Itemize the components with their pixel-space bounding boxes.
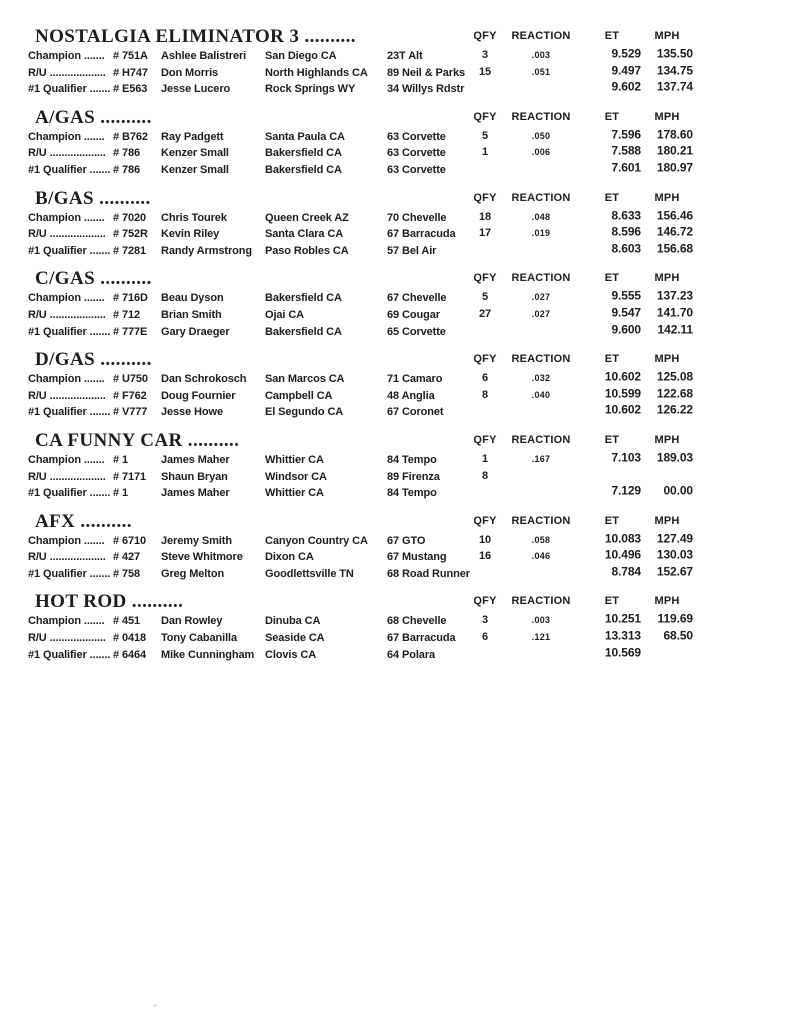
scan-speck <box>153 1004 157 1007</box>
driver-name: James Maher <box>161 487 230 500</box>
mph-value: 141.70 <box>656 305 693 320</box>
result-section <box>0 268 785 340</box>
entry-number: # 0418 <box>113 632 147 645</box>
qfy-value: 16 <box>478 550 492 563</box>
result-row <box>0 485 785 502</box>
col-header-qfy: QFY <box>473 30 497 42</box>
entry-number: # B762 <box>113 130 148 143</box>
row-label: #1 Qualifier ....... <box>28 163 111 176</box>
et-value: 9.547 <box>611 305 641 320</box>
row-label: Champion ....... <box>28 373 105 386</box>
section-rows <box>0 533 785 583</box>
entry-number: # 777E <box>113 325 148 338</box>
col-header-et: ET <box>604 30 620 42</box>
reaction-value: .027 <box>531 292 551 303</box>
row-label: #1 Qualifier ....... <box>28 487 111 500</box>
row-label: R/U ................... <box>28 228 106 241</box>
entry-number: # 712 <box>113 308 141 321</box>
et-value: 8.784 <box>611 564 641 579</box>
car-model: 67 GTO <box>387 534 426 547</box>
et-value: 10.251 <box>604 611 641 626</box>
col-header-qfy: QFY <box>473 353 497 366</box>
et-value: 7.601 <box>611 160 641 175</box>
car-model: 68 Chevelle <box>387 615 447 628</box>
dotted-block <box>693 192 770 204</box>
mph-value: 180.97 <box>656 160 693 175</box>
col-header-reaction: REACTION <box>511 514 571 527</box>
driver-name: Greg Melton <box>161 567 225 580</box>
driver-name: Randy Armstrong <box>161 244 252 257</box>
col-header-reaction: REACTION <box>511 272 571 285</box>
section-rows <box>0 210 785 260</box>
section-title: CA FUNNY CAR .......... <box>35 429 240 451</box>
qfy-value: 6 <box>481 631 489 644</box>
qfy-value: 17 <box>478 227 492 240</box>
driver-name: Kenzer Small <box>161 147 229 160</box>
row-label: R/U ................... <box>28 308 106 321</box>
col-header-et: ET <box>604 514 620 527</box>
entry-number: # 451 <box>113 615 141 628</box>
car-model: 67 Coronet <box>387 406 444 419</box>
car-model: 64 Polara <box>387 648 436 661</box>
col-header-et: ET <box>604 110 620 123</box>
car-model: 67 Barracuda <box>387 632 456 645</box>
section-marker-icon <box>17 357 27 368</box>
car-model: 84 Tempo <box>387 487 437 500</box>
driver-city: Bakersfield CA <box>265 325 342 338</box>
et-value: 9.600 <box>611 322 641 337</box>
reaction-value: .003 <box>531 50 551 60</box>
qfy-value: 5 <box>481 291 489 304</box>
result-row <box>0 324 785 341</box>
result-section <box>0 511 785 583</box>
driver-city: Ojai CA <box>265 308 305 321</box>
entry-number: # 1 <box>113 453 128 466</box>
section-title: C/GAS .......... <box>35 268 152 290</box>
mph-value: 126.22 <box>656 402 693 417</box>
mph-value: 142.11 <box>657 322 693 337</box>
result-section <box>0 349 785 421</box>
row-label: R/U ................... <box>28 632 106 645</box>
section-rows <box>0 371 785 421</box>
et-value: 7.588 <box>611 143 641 158</box>
mph-value: 152.67 <box>656 564 693 579</box>
section-title: D/GAS .......... <box>35 349 152 371</box>
dotted-block <box>693 353 770 365</box>
driver-name: Brian Smith <box>161 308 222 321</box>
row-label: R/U ................... <box>28 470 106 483</box>
section-header <box>0 511 785 532</box>
row-label: Champion ....... <box>28 292 105 305</box>
dotted-block <box>693 30 770 42</box>
reaction-value: .167 <box>531 453 551 464</box>
row-label: R/U ................... <box>28 551 106 564</box>
driver-name: Jesse Howe <box>161 406 223 419</box>
driver-name: Tony Cabanilla <box>161 632 238 645</box>
qfy-value: 3 <box>481 49 489 61</box>
car-model: 63 Corvette <box>387 147 446 160</box>
mph-value: 180.21 <box>656 143 693 158</box>
col-header-et: ET <box>604 191 620 204</box>
car-model: 67 Barracuda <box>387 228 456 241</box>
result-row <box>0 647 785 664</box>
reaction-value: .032 <box>531 373 551 384</box>
entry-number: # 7020 <box>113 211 147 224</box>
row-label: #1 Qualifier ....... <box>28 325 111 338</box>
entry-number: # 758 <box>113 567 141 580</box>
col-header-mph: MPH <box>654 272 680 285</box>
result-row <box>0 630 785 647</box>
result-row <box>0 162 785 179</box>
driver-city: Seaside CA <box>265 632 325 645</box>
mph-value: 134.75 <box>656 63 693 78</box>
section-header <box>0 26 785 47</box>
qfy-value: 3 <box>481 614 489 627</box>
row-label: Champion ....... <box>28 130 105 143</box>
car-model: 48 Anglia <box>387 389 435 402</box>
mph-value: 130.03 <box>656 547 693 562</box>
section-rows <box>0 129 785 179</box>
driver-city: San Diego CA <box>265 50 337 62</box>
mph-value: 127.49 <box>656 531 693 546</box>
et-value: 10.496 <box>604 547 641 562</box>
et-value: 8.603 <box>611 241 641 256</box>
driver-name: Kenzer Small <box>161 163 229 176</box>
col-header-reaction: REACTION <box>511 353 571 366</box>
col-header-mph: MPH <box>654 110 680 123</box>
car-model: 67 Chevelle <box>387 292 447 305</box>
entry-number: # H747 <box>113 66 148 79</box>
driver-city: Santa Clara CA <box>265 228 344 241</box>
mph-value: 119.69 <box>657 611 693 626</box>
entry-number: # 786 <box>113 147 141 160</box>
reaction-value: .006 <box>531 147 551 158</box>
entry-number: # F762 <box>113 389 147 402</box>
row-label: Champion ....... <box>28 534 105 547</box>
row-label: #1 Qualifier ....... <box>28 244 111 257</box>
col-header-mph: MPH <box>654 595 680 608</box>
section-header <box>0 349 785 370</box>
reaction-value: .003 <box>531 615 551 626</box>
et-value: 9.555 <box>611 288 641 303</box>
qfy-value: 8 <box>481 388 489 401</box>
driver-city: Santa Paula CA <box>265 130 345 143</box>
et-value: 10.599 <box>604 386 641 401</box>
col-header-qfy: QFY <box>473 514 497 527</box>
entry-number: # V777 <box>113 406 148 419</box>
entry-number: # U750 <box>113 373 148 386</box>
driver-city: North Highlands CA <box>265 66 368 79</box>
reaction-value: .040 <box>531 389 551 400</box>
reaction-value: .046 <box>531 551 551 562</box>
car-model: 63 Corvette <box>387 163 446 176</box>
row-label: R/U ................... <box>28 147 106 160</box>
driver-name: Kevin Riley <box>161 228 220 241</box>
driver-city: Bakersfield CA <box>265 147 342 160</box>
reaction-value: .050 <box>531 130 551 141</box>
mph-value: 146.72 <box>656 224 693 239</box>
et-value: 7.596 <box>611 127 641 142</box>
section-title: NOSTALGIA ELIMINATOR 3 .......... <box>35 26 356 47</box>
section-title: AFX .......... <box>35 510 132 532</box>
et-value: 7.129 <box>611 483 641 498</box>
driver-city: Dixon CA <box>265 551 314 564</box>
row-label: #1 Qualifier ....... <box>28 406 111 419</box>
driver-name: Jesse Lucero <box>161 83 231 96</box>
driver-city: Campbell CA <box>265 389 333 402</box>
driver-city: Bakersfield CA <box>265 163 342 176</box>
dotted-block <box>693 272 770 284</box>
row-label: Champion ....... <box>28 453 105 466</box>
section-header <box>0 591 785 612</box>
car-model: 63 Corvette <box>387 130 446 143</box>
car-model: 84 Tempo <box>387 453 437 466</box>
car-model: 23T Alt <box>387 50 423 62</box>
row-label: Champion ....... <box>28 211 105 224</box>
driver-city: Whittier CA <box>265 487 324 500</box>
section-marker-icon <box>17 34 27 45</box>
col-header-qfy: QFY <box>473 272 497 285</box>
result-section <box>0 26 785 98</box>
col-header-reaction: REACTION <box>511 110 571 123</box>
section-title: B/GAS .......... <box>35 187 151 209</box>
et-value: 10.602 <box>604 369 641 384</box>
driver-name: Ashlee Balistreri <box>161 50 247 62</box>
reaction-value: .058 <box>531 534 551 545</box>
result-row <box>0 243 785 260</box>
col-header-mph: MPH <box>654 30 680 42</box>
driver-city: Windsor CA <box>265 470 327 483</box>
mph-value: 00.00 <box>663 483 693 498</box>
entry-number: # 7171 <box>113 470 147 483</box>
dotted-block <box>693 595 770 607</box>
col-header-reaction: REACTION <box>511 595 571 608</box>
result-row <box>0 81 785 98</box>
driver-name: Chris Tourek <box>161 211 227 224</box>
row-label: R/U ................... <box>28 389 106 402</box>
col-header-mph: MPH <box>654 353 680 366</box>
car-model: 65 Corvette <box>387 325 446 338</box>
section-title: A/GAS .......... <box>35 106 152 128</box>
section-marker-icon <box>17 519 27 530</box>
mph-value: 125.08 <box>656 369 693 384</box>
col-header-et: ET <box>604 433 620 446</box>
col-header-reaction: REACTION <box>511 30 571 42</box>
driver-name: Don Morris <box>161 66 219 79</box>
section-rows <box>0 452 785 502</box>
qfy-value: 5 <box>481 129 489 142</box>
driver-name: Dan Schrokosch <box>161 373 247 386</box>
dotted-block <box>693 515 770 527</box>
dotted-block <box>693 111 770 123</box>
col-header-et: ET <box>604 353 620 366</box>
dotted-block <box>693 434 770 446</box>
col-header-mph: MPH <box>654 514 680 527</box>
qfy-value: 15 <box>478 65 492 78</box>
car-model: 70 Chevelle <box>387 211 447 224</box>
result-row <box>0 566 785 583</box>
section-marker-icon <box>17 438 27 449</box>
driver-city: Paso Robles CA <box>265 244 349 257</box>
driver-name: Beau Dyson <box>161 292 224 305</box>
col-header-qfy: QFY <box>473 433 497 446</box>
result-row <box>0 452 785 469</box>
col-header-et: ET <box>604 272 620 285</box>
col-header-qfy: QFY <box>473 191 497 204</box>
reaction-value: .027 <box>531 308 551 319</box>
row-label: #1 Qualifier ....... <box>28 567 111 580</box>
result-section <box>0 107 785 179</box>
driver-name: James Maher <box>161 453 230 466</box>
col-header-mph: MPH <box>654 433 680 446</box>
et-value: 13.313 <box>604 628 641 643</box>
col-header-qfy: QFY <box>473 110 497 123</box>
entry-number: # 7281 <box>113 244 147 257</box>
row-label: Champion ....... <box>28 50 105 62</box>
et-value: 10.083 <box>604 531 641 546</box>
mph-value: 68.50 <box>663 628 693 643</box>
section-marker-icon <box>17 196 27 207</box>
driver-name: Ray Padgett <box>161 130 224 143</box>
car-model: 89 Firenza <box>387 470 440 483</box>
car-model: 89 Neil & Parks <box>387 66 465 79</box>
row-label: Champion ....... <box>28 615 105 628</box>
qfy-value: 27 <box>478 307 492 320</box>
driver-city: Rock Springs WY <box>265 83 356 96</box>
col-header-mph: MPH <box>654 191 680 204</box>
driver-city: Clovis CA <box>265 648 317 661</box>
mph-value: 189.03 <box>656 450 693 465</box>
result-row <box>0 404 785 421</box>
mph-value: 178.60 <box>656 127 693 142</box>
mph-value: 137.23 <box>656 288 693 303</box>
section-title: HOT ROD .......... <box>35 591 184 613</box>
section-marker-icon <box>17 599 27 610</box>
section-header <box>0 268 785 289</box>
mph-value: 135.50 <box>656 46 693 61</box>
driver-name: Doug Fournier <box>161 389 236 402</box>
qfy-value: 10 <box>478 533 492 546</box>
col-header-qfy: QFY <box>473 595 497 608</box>
qfy-value: 1 <box>481 452 489 465</box>
driver-name: Steve Whitmore <box>161 551 243 564</box>
section-marker-icon <box>17 115 27 126</box>
entry-number: # 427 <box>113 551 141 564</box>
sections-container <box>0 26 785 663</box>
entry-number: # 752R <box>113 228 148 241</box>
mph-value: 137.74 <box>656 79 693 94</box>
col-header-reaction: REACTION <box>511 191 571 204</box>
col-header-reaction: REACTION <box>511 433 571 446</box>
reaction-value: .019 <box>531 228 551 239</box>
reaction-value: .121 <box>531 632 551 643</box>
driver-city: Canyon Country CA <box>265 534 368 547</box>
et-value: 10.602 <box>604 402 641 417</box>
car-model: 34 Willys Rdstr <box>387 83 465 96</box>
entry-number: # 751A <box>113 50 148 62</box>
driver-name: Shaun Bryan <box>161 470 228 483</box>
result-section <box>0 591 785 663</box>
section-header <box>0 430 785 451</box>
driver-name: Dan Rowley <box>161 615 223 628</box>
car-model: 71 Camaro <box>387 373 443 386</box>
et-value: 10.569 <box>604 645 641 660</box>
section-rows <box>0 48 785 98</box>
mph-value: 156.68 <box>656 241 693 256</box>
car-model: 68 Road Runner <box>387 567 470 580</box>
et-value: 9.529 <box>611 46 641 61</box>
et-value: 7.103 <box>611 450 641 465</box>
driver-city: Queen Creek AZ <box>265 211 349 224</box>
driver-city: Bakersfield CA <box>265 292 342 305</box>
entry-number: # 6464 <box>113 648 147 661</box>
section-header <box>0 188 785 209</box>
result-section <box>0 430 785 502</box>
car-model: 69 Cougar <box>387 308 440 321</box>
driver-city: San Marcos CA <box>265 373 345 386</box>
et-value: 8.633 <box>611 208 641 223</box>
entry-number: # 786 <box>113 163 141 176</box>
section-rows <box>0 613 785 663</box>
qfy-value: 1 <box>481 146 489 159</box>
driver-city: Dinuba CA <box>265 615 321 628</box>
row-label: #1 Qualifier ....... <box>28 83 111 96</box>
section-marker-icon <box>17 276 27 287</box>
entry-number: # 6710 <box>113 534 147 547</box>
driver-name: Jeremy Smith <box>161 534 232 547</box>
driver-name: Mike Cunningham <box>161 648 255 661</box>
result-section <box>0 188 785 260</box>
et-value: 9.602 <box>611 79 641 94</box>
row-label: #1 Qualifier ....... <box>28 648 111 661</box>
qfy-value: 8 <box>481 469 489 482</box>
qfy-value: 18 <box>478 210 492 223</box>
et-value: 9.497 <box>611 63 641 78</box>
mph-value: 156.46 <box>656 208 693 223</box>
section-rows <box>0 290 785 340</box>
entry-number: # E563 <box>113 83 148 96</box>
driver-city: El Segundo CA <box>265 406 344 419</box>
entry-number: # 1 <box>113 487 128 500</box>
row-label: R/U ................... <box>28 66 106 79</box>
entry-number: # 716D <box>113 292 148 305</box>
qfy-value: 6 <box>481 372 489 385</box>
reaction-value: .048 <box>531 211 551 222</box>
driver-city: Goodlettsville TN <box>265 567 354 580</box>
col-header-et: ET <box>604 595 620 608</box>
et-value: 8.596 <box>611 224 641 239</box>
reaction-value: .051 <box>531 66 551 77</box>
car-model: 67 Mustang <box>387 551 447 564</box>
mph-value: 122.68 <box>656 386 693 401</box>
driver-name: Gary Draeger <box>161 325 230 338</box>
section-header <box>0 107 785 128</box>
car-model: 57 Bel Air <box>387 244 437 257</box>
driver-city: Whittier CA <box>265 453 324 466</box>
